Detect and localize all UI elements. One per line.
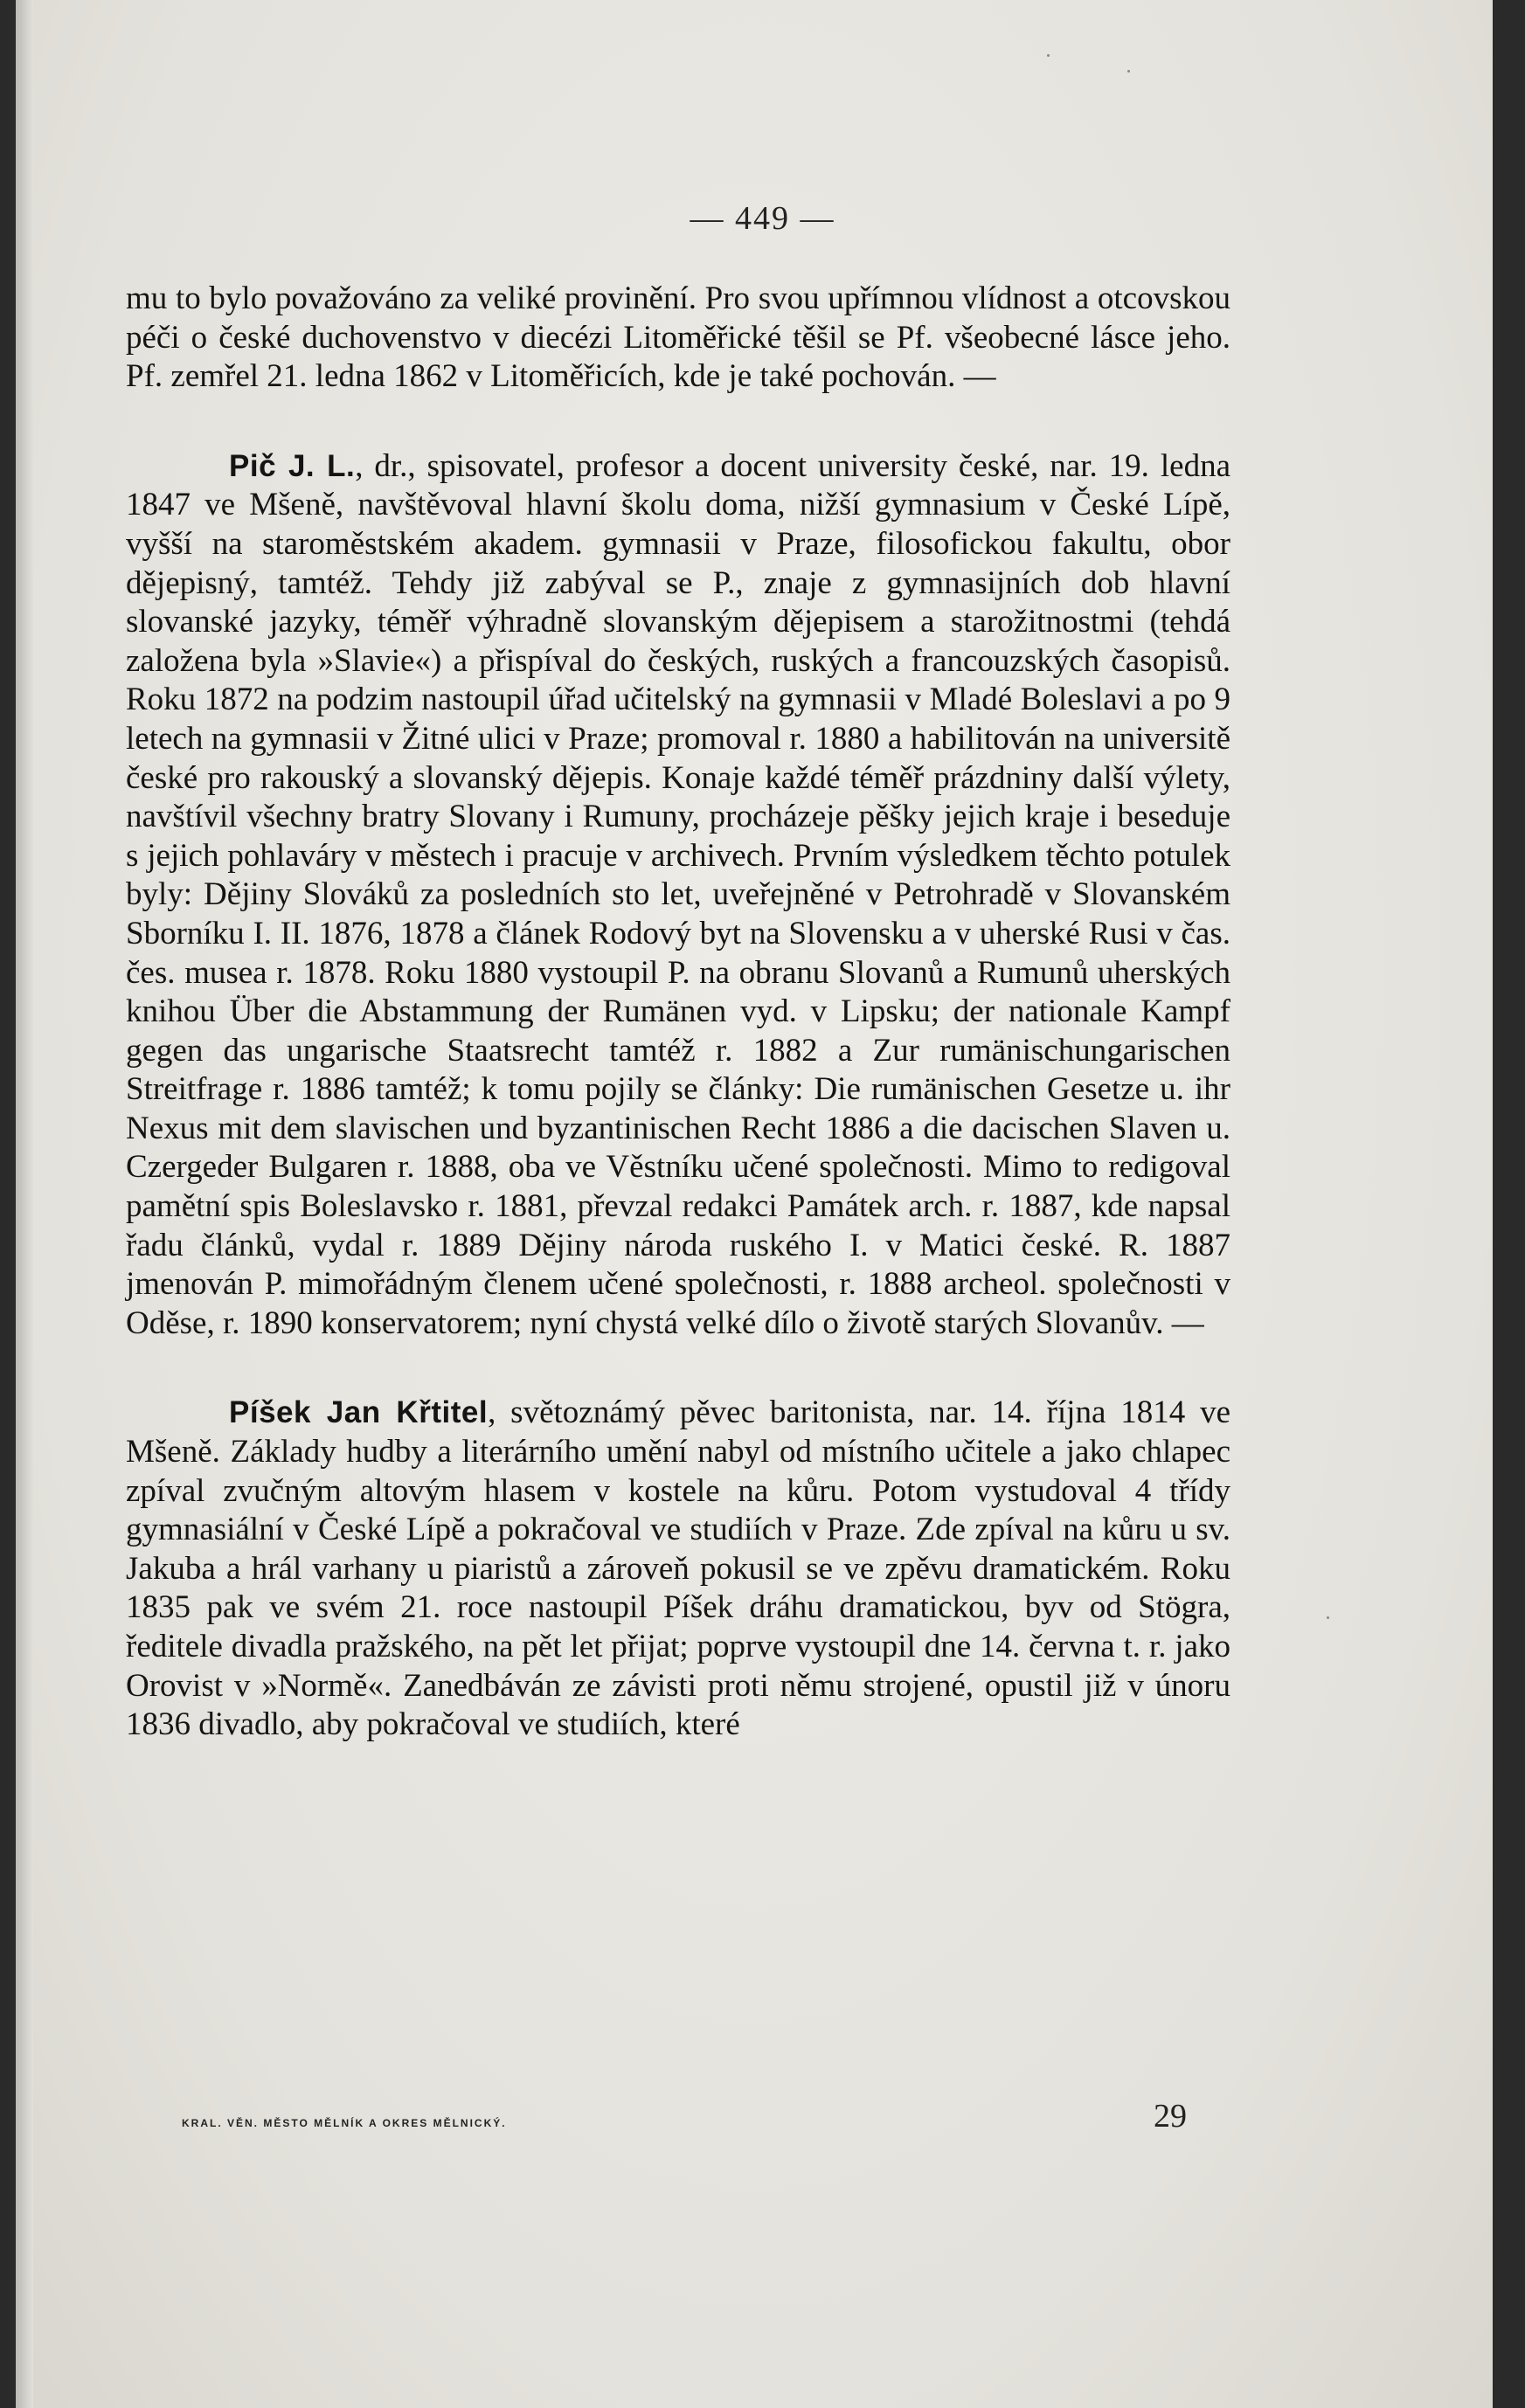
page-spine-shadow (16, 0, 33, 2408)
sheet-signature: 29 (1154, 2098, 1187, 2135)
publisher-imprint: KRAL. VĚN. MĚSTO MĚLNÍK A OKRES MĚLNICKÝ. (182, 2117, 507, 2129)
paper-speck (1327, 1616, 1329, 1619)
entry-headword: Pič J. L. (229, 448, 356, 483)
entry-body: , dr., spisovatel, profesor a docent university české, nar. 19. ledna 1847 ve Mšeně, navštěvoval hlavní školu doma, nižší gymnasium v České Lípě, vyšší na staroměstském akadem. gymnasii v Praze, filosofickou fakultu, obor dějepisný, tamtéž. Tehdy již zabýval se P., znaje z gymnasijních dob hlavní slovanské jazyky, téměř výhradně slovanským dějepisem a starožitnostmi (tehdá založena byla »Slavie«) a přispíval do českých, ruských a francouzských časopisů. Roku 1872 na podzim nastoupil úřad učitelský na gymnasii v Mladé Boleslavi a po 9 letech na gymnasii v Žitné ulici v Praze; promoval r. 1880 a habilitován na universitě české pro rakouský a slovanský dějepis. Konaje každé téměř prázdniny další výlety, navštívil všechny bratry Slovany i Rumuny, procházeje pěšky jejich kraje i beseduje s jejich pohlaváry v městech i pracuje v archivech. Prvním výsledkem těchto potulek byly: Dějiny Slováků za posledních sto let, uveřejněné v Petrohradě v Slovanském Sborníku I. II. 1876, 1878 a článek Rodový byt na Slovensku a v uherské Rusi v čas. čes. musea r. 1878. Roku 1880 vystoupil P. na obranu Slovanů a Rumunů uherských knihou Über die Abstammung der Rumänen vyd. v Lipsku; der nationale Kampf gegen das ungarische Staatsrecht tamtéž r. 1882 a Zur rumänischungarischen Streitfrage r. 1886 tamtéž; k tomu pojily se články: Die rumänischen Gesetze u. ihr Nexus mit dem slavischen und byzantinischen Recht 1886 a die dacischen Slaven u. Czergeder Bulgaren r. 1888, oba ve Věstníku učené společnosti. Mimo to redigoval pamětní spis Boleslavsko r. 1881, převzal redakci Památek arch. r. 1887, kde napsal řadu článků, vydal r. 1889 Dějiny národa ruského I. v Matici české. R. 1887 jmenován P. mimořádným členem učené společnosti, r. 1888 archeol. společnosti v Oděse, r. 1890 konservatorem; nyní chystá velké dílo o životě starých Slovanův. — (126, 447, 1230, 1341)
entry-pisek (126, 1394, 1230, 1744)
page-footer (182, 2097, 1187, 2135)
page-header-number: — 449 — (690, 200, 835, 237)
entry-body: , světoznámý pěvec baritonista, nar. 14. října 1814 ve Mšeně. Základy hudby a literárního umění nabyl od místního učitele a jako chlapec zpíval zvučným altovým hlasem v kostele na kůru. Potom vystudoval 4 třídy gymnasiální v České Lípě a pokračoval ve studiích v Praze. Zde zpíval na kůru u sv. Jakuba a hrál varhany u piaristů a zároveň pokusil se ve zpěvu dramatickém. Roku 1835 pak ve svém 21. roce nastoupil Píšek dráhu dramatickou, byv od Stögra, ředitele divadla pražského, na pět let přijat; poprve vystoupil dne 14. června t. r. jako Orovist v »Normě«. Zanedbáván ze závisti proti němu strojené, opustil již v únoru 1836 divadlo, aby pokračoval ve studiích, které (126, 1394, 1231, 1743)
entry-headword: Píšek Jan Křtitel (229, 1395, 489, 1430)
entry-pic (126, 447, 1230, 1344)
paragraph-continuation: mu to bylo považováno za veliké provinění. Pro svou upřímnou vlídnost a otcovskou péči o české duchovenstvo v diecézi Litoměřické těšil se Pf. všeobecné lásce jeho. Pf. zemřel 21. ledna 1862 v Litoměřicích, kde je také pochován. — (126, 280, 1230, 395)
paper-speck (1047, 54, 1050, 57)
paper-speck (1127, 70, 1130, 73)
page-text (126, 280, 1230, 1745)
